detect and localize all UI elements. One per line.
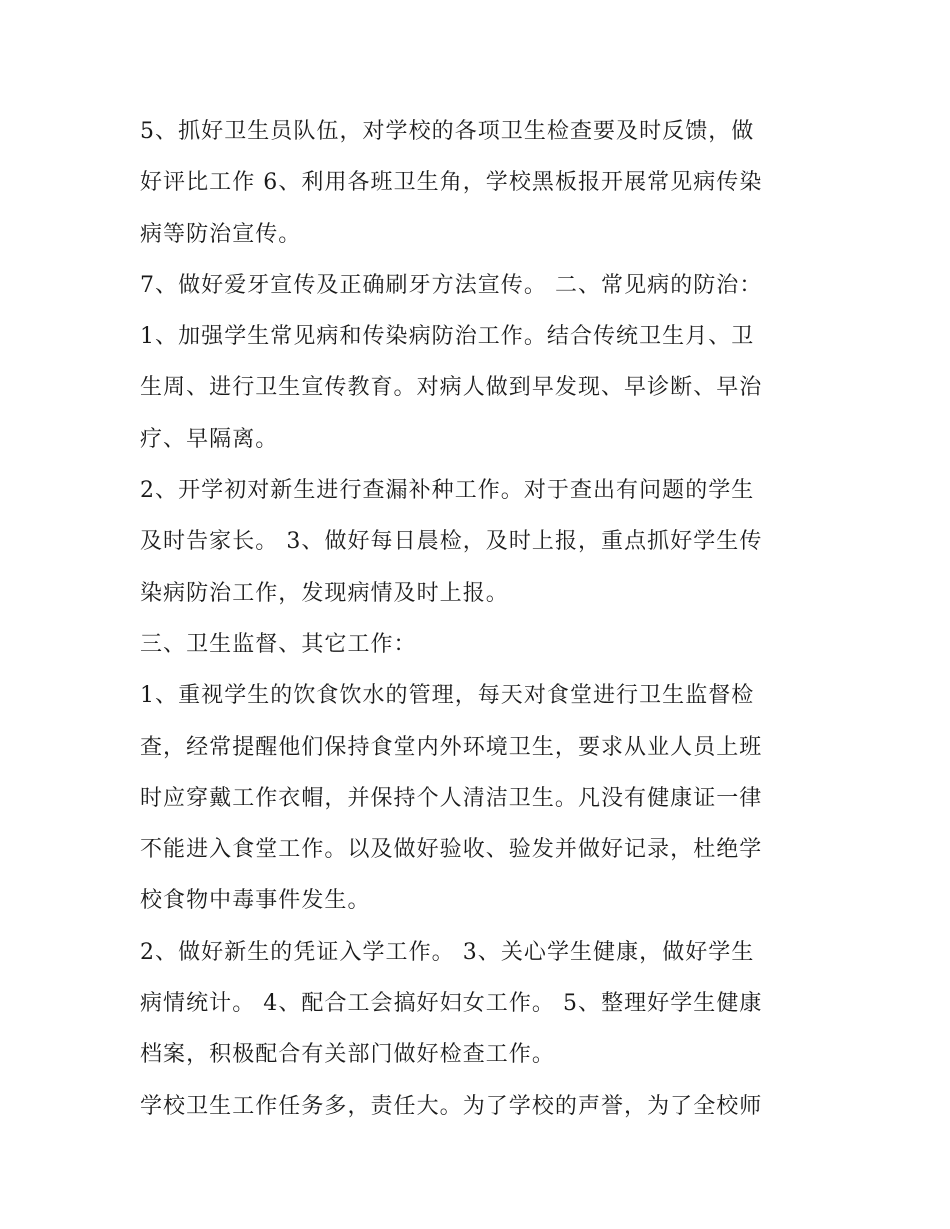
- paragraph-6: [140, 927, 820, 1081]
- text-line: 不能进入食堂工作。以及做好验收、验发并做好记录，杜绝学: [140, 837, 763, 863]
- text-line: 档案，积极配合有关部门做好检查工作。: [140, 1042, 555, 1068]
- text-line: 5、抓好卫生员队伍，对学校的各项卫生检查要及时反馈，做: [140, 119, 755, 144]
- text-line: 7、做好爱牙宣传及正确刷牙方法宣传。 二、常见病的防治：: [140, 272, 763, 298]
- paragraph-5: [140, 670, 820, 926]
- text-line: 病情统计。 4、配合工会搞好妇女工作。 5、整理好学生健康: [140, 991, 763, 1017]
- paragraph-7: [140, 1081, 820, 1132]
- text-line: 1、加强学生常见病和传染病防治工作。结合传统卫生月、卫: [140, 324, 755, 350]
- paragraph-2: [140, 260, 820, 311]
- text-line: 疗、早隔离。: [140, 426, 279, 452]
- text-line: 2、做好新生的凭证入学工作。 3、关心学生健康，做好学生: [140, 939, 755, 965]
- text-line: 校食物中毒事件发生。: [140, 888, 371, 914]
- text-line: 及时告家长。 3、做好每日晨检，及时上报，重点抓好学生传: [140, 529, 763, 555]
- text-line: 三、卫生监督、其它工作：: [140, 631, 417, 657]
- section-heading: [140, 619, 820, 670]
- text-line: 1、重视学生的饮食饮水的管理，每天对食堂进行卫生监督检: [140, 683, 755, 709]
- text-line: 好评比工作 6、利用各班卫生角，学校黑板报开展常见病传染: [140, 170, 763, 196]
- text-line: 染病防治工作，发现病情及时上报。: [140, 580, 509, 606]
- text-line: 时应穿戴工作衣帽，并保持个人清洁卫生。凡没有健康证一律: [140, 785, 763, 811]
- paragraph-3: [140, 311, 820, 465]
- document-body: [140, 106, 820, 1132]
- paragraph-4: [140, 465, 820, 619]
- paragraph-1: [140, 106, 820, 260]
- text-line: 2、开学初对新生进行查漏补种工作。对于查出有问题的学生: [140, 478, 755, 504]
- text-line: 学校卫生工作任务多，责任大。为了学校的声誉，为了全校师: [140, 1093, 763, 1119]
- text-line: 查，经常提醒他们保持食堂内外环境卫生，要求从业人员上班: [140, 734, 763, 760]
- text-line: 病等防治宣传。: [140, 221, 302, 247]
- text-line: 生周、进行卫生宣传教育。对病人做到早发现、早诊断、早治: [140, 375, 763, 401]
